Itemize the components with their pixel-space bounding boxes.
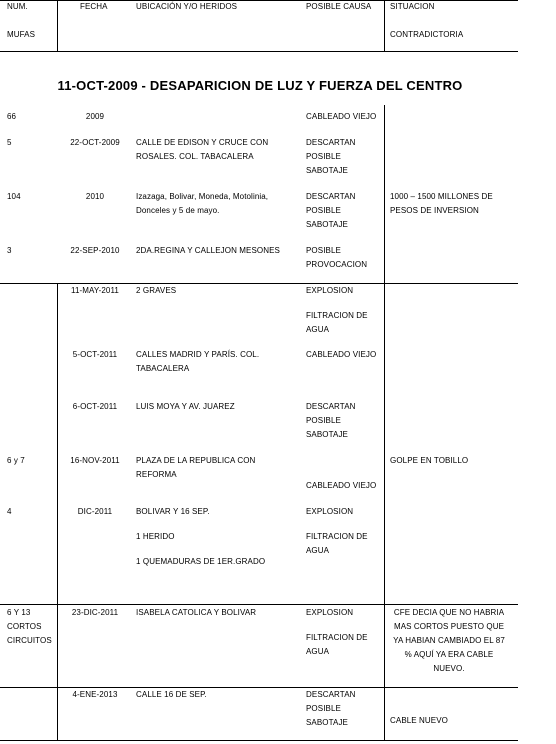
row-causa: FILTRACION DE AGUA [306,532,368,555]
row-ubicacion: ISABELA CATOLICA Y BOLIVAR [136,608,257,617]
row-ubicacion: BOLIVAR Y 16 SEP. [136,507,210,516]
row-causa: CABLEADO VIEJO [306,350,377,359]
col-divider-1 [57,283,58,740]
row-causa: FILTRACION DE AGUA [306,311,368,334]
row-num: 66 [7,112,17,121]
row-fecha: 16-NOV-2011 [70,456,120,465]
row-num: 5 [7,138,12,147]
row-causa: EXPLOSION [306,286,354,295]
header-causa: POSIBLE CAUSA [306,2,372,11]
header-bottom-rule [0,51,518,52]
section-title: 11-OCT-2009 - DESAPARICION DE LUZ Y FUERZA DEL CENTRO [57,78,463,93]
row-situacion: 1000 – 1500 MILLONES DE PESOS DE INVERSION [390,192,493,215]
row-ubicacion: 1 QUEMADURAS DE 1ER.GRADO [136,557,266,566]
row-fecha: DIC-2011 [77,507,113,516]
row-ubicacion: CALLES MADRID Y PARÍS. COL. TABACALERA [136,350,260,373]
row-num: 3 [7,246,12,255]
header-num: NUM. MUFAS [7,2,36,39]
row-ubicacion: 2DA.REGINA Y CALLEJON MESONES [136,246,280,255]
row-causa: CABLEADO VIEJO [306,112,377,121]
row-fecha: 4-ENE-2013 [72,690,118,699]
row-causa: DESCARTAN POSIBLE SABOTAJE [306,402,356,439]
row-fecha: 23-DIC-2011 [71,608,119,617]
row-fecha: 2009 [85,112,105,121]
row-ubicacion: CALLE 16 DE SEP. [136,690,207,699]
row-causa: EXPLOSION [306,507,354,516]
header-fecha: FECHA [80,2,108,11]
row-situacion: CABLE NUEVO [390,716,449,725]
rule-after-dic-2011 [0,604,518,605]
row-causa: POSIBLE PROVOCACION [306,246,368,269]
row-ubicacion: 1 HERIDO [136,532,175,541]
row-num: 6 y 7 [7,456,25,465]
row-causa: EXPLOSION [306,608,354,617]
row-fecha: 5-OCT-2011 [72,350,118,359]
row-ubicacion: 2 GRAVES [136,286,177,295]
row-fecha: 11-MAY-2011 [71,286,119,295]
bottom-rule [0,740,518,741]
col-divider-2-head [384,0,385,51]
header-situacion: SITUACION CONTRADICTORIA [390,2,464,39]
col-divider-2 [384,105,385,740]
header-ubicacion: UBICACIÓN Y/O HERIDOS [136,2,238,11]
row-fecha: 22-SEP-2010 [70,246,120,255]
row-fecha: 22-OCT-2009 [70,138,120,147]
row-causa: DESCARTAN POSIBLE SABOTAJE [306,690,356,727]
row-fecha: 2010 [85,192,105,201]
row-situacion: CFE DECIA QUE NO HABRIA MAS CORTOS PUESTO QUE YA HABIAN CAMBIADO EL 87 % AQUÍ YA ERA CABLE NUEVO. [393,608,505,673]
row-num: 4 [7,507,12,516]
row-situacion: GOLPE EN TOBILLO [390,456,469,465]
row-causa: DESCARTAN POSIBLE SABOTAJE [306,138,356,175]
row-causa: FILTRACION DE AGUA [306,633,368,656]
row-fecha: 6-OCT-2011 [72,402,118,411]
row-num: 6 Y 13 CORTOS CIRCUITOS [7,608,52,645]
row-causa: DESCARTAN POSIBLE SABOTAJE [306,192,356,229]
row-ubicacion: PLAZA DE LA REPUBLICA CON REFORMA [136,456,256,479]
col-divider-1-head [57,0,58,51]
row-num: 104 [7,192,21,201]
row-ubicacion: Izazaga, Bolivar, Moneda, Motolinia, Donceles y 5 de mayo. [136,192,269,215]
row-ubicacion: CALLE DE EDISON Y CRUCE CON ROSALES. COL. TABACALERA [136,138,269,161]
row-ubicacion: LUIS MOYA Y AV. JUAREZ [136,402,235,411]
row-causa: CABLEADO VIEJO [306,481,377,490]
